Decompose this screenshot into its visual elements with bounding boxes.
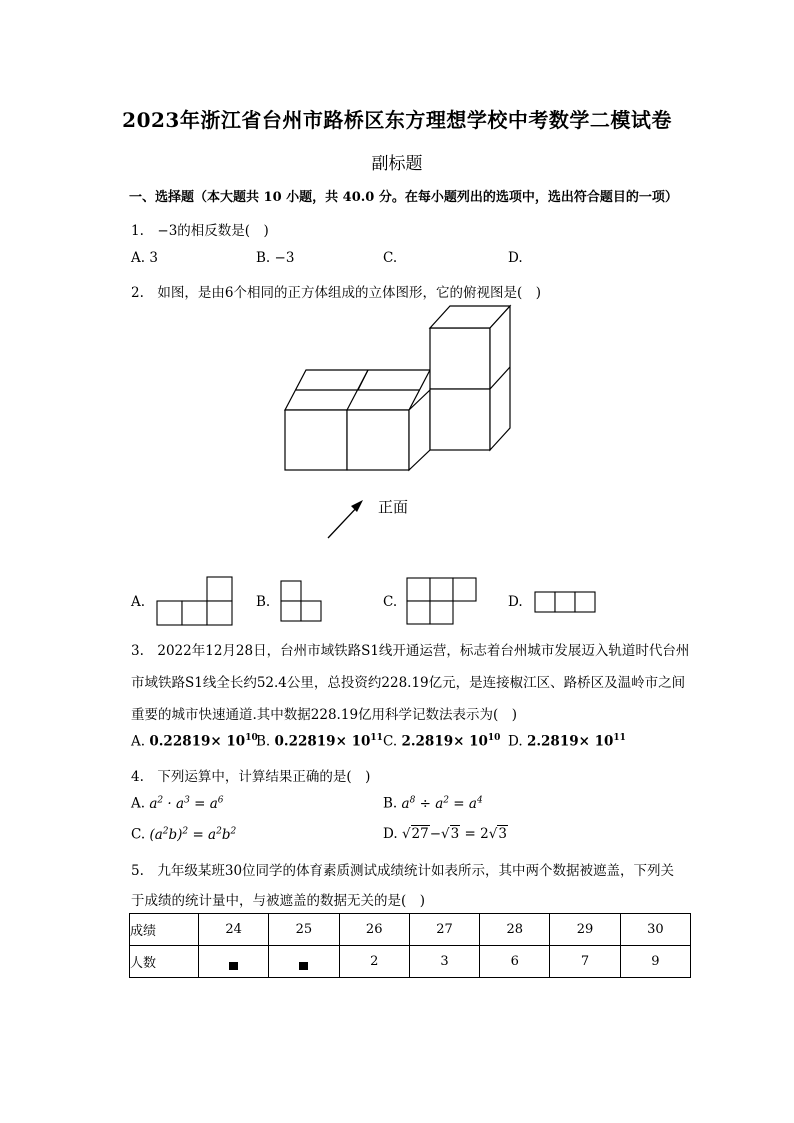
question-1-stem: 1. −3的相反数是( ) (131, 223, 269, 239)
table-cell: 7 (550, 946, 620, 978)
score-table (129, 913, 691, 978)
q3-option-b (256, 733, 383, 750)
section-heading: 一、选择题（本大题共 10 小题，共 40.0 分。在每小题列出的选项中，选出符合题目的一项） (129, 190, 678, 205)
exam-title: 2023年浙江省台州市路桥区东方理想学校中考数学二模试卷 (122, 108, 672, 132)
q2-option-c-label: C. (383, 594, 398, 610)
exam-subtitle: 副标题 (371, 154, 423, 174)
q4-option-a-expression: $a^2 \cdot a^3 = a^6$ (149, 795, 224, 812)
arrow-head-icon (351, 500, 363, 512)
table-cell: 2 (339, 946, 409, 978)
q2-option-d-figure (533, 590, 597, 614)
table-cell: 9 (620, 946, 690, 978)
table-cell: 25 (269, 914, 339, 946)
table-row-counts (130, 946, 691, 978)
q3-option-c-value: 2.2819× 10 (401, 733, 488, 750)
q4-option-d-expression: √27−√3 = 2√3 (401, 826, 507, 842)
question-3-line-1: 3. 2022年12月28日，台州市域铁路S1线开通运营，标志着台州城市发展迈入轨道时代台州 (131, 643, 690, 659)
q3-option-d (508, 733, 626, 750)
q3-option-a-exponent: 10 (245, 733, 258, 743)
q4-option-c-expression: $(a^2b)^2 = a^2b^2$ (149, 826, 237, 843)
q3-option-c-exponent: 10 (487, 733, 501, 743)
q1-option-c: C. (383, 250, 398, 266)
q4-option-a-label: A. (131, 795, 146, 812)
table-cell: 6 (480, 946, 550, 978)
table-cell: 24 (199, 914, 269, 946)
q3-option-c (383, 733, 500, 750)
q3-option-a-value: 0.22819× 10 (149, 733, 246, 750)
table-cell: 3 (409, 946, 479, 978)
table-cell: 26 (339, 914, 409, 946)
table-cell: 30 (620, 914, 690, 946)
table-cell-masked (269, 946, 339, 978)
table-header-score: 成绩 (130, 914, 199, 946)
q3-option-b-label: B. (256, 733, 271, 750)
masked-value-icon (229, 962, 238, 970)
q2-option-a-figure (155, 576, 235, 626)
q4-option-a (131, 795, 224, 812)
question-3-line-3: 重要的城市快速通道.其中数据228.19亿用科学记数法表示为( ) (131, 707, 518, 723)
q2-option-b-label: B. (256, 594, 271, 610)
q4-option-b (383, 795, 483, 812)
q3-option-b-exponent: 11 (370, 733, 383, 743)
q3-option-a-label: A. (131, 733, 146, 750)
q3-option-a (131, 733, 258, 750)
q4-option-d-label: D. (383, 826, 398, 842)
table-cell: 27 (409, 914, 479, 946)
q4-option-d (383, 826, 508, 842)
q4-option-c (131, 826, 236, 843)
front-view-label: 正面 (378, 498, 409, 516)
q4-option-b-expression: $a^8 \div a^2 = a^4$ (401, 795, 483, 812)
table-header-count: 人数 (130, 946, 199, 978)
question-5-line-2: 于成绩的统计量中，与被遮盖的数据无关的是( ) (131, 893, 426, 909)
table-cell: 29 (550, 914, 620, 946)
q2-option-d-label: D. (508, 594, 523, 610)
q1-option-a: A. 3 (131, 250, 158, 266)
question-5-line-1: 5. 九年级某班30位同学的体育素质测试成绩统计如表所示，其中两个数据被遮盖，下列关 (131, 863, 675, 879)
q2-option-a-label: A. (131, 594, 146, 610)
table-row-scores (130, 914, 691, 946)
question-3-line-2: 市域铁路S1线全长约52.4公里，总投资约228.19亿元，是连接椒江区、路桥区及温岭市之间 (131, 675, 686, 691)
q3-option-d-value: 2.2819× 10 (526, 733, 614, 750)
q2-option-c-figure (406, 577, 480, 627)
question-2-stem: 2. 如图，是由6个相同的正方体组成的立体图形，它的俯视图是( ) (131, 285, 542, 301)
masked-value-icon (299, 962, 308, 970)
q2-option-b-figure (279, 579, 325, 625)
q4-option-c-label: C. (131, 826, 146, 843)
table-cell: 28 (480, 914, 550, 946)
q3-option-d-label: D. (508, 733, 523, 750)
question-4-stem: 4. 下列运算中，计算结果正确的是( ) (131, 769, 371, 785)
q1-option-b: B. −3 (256, 250, 295, 266)
q4-option-b-label: B. (383, 795, 398, 812)
q1-option-d: D. (508, 250, 523, 266)
q3-option-c-label: C. (383, 733, 398, 750)
q3-option-b-value: 0.22819× 10 (274, 733, 371, 750)
table-cell-masked (199, 946, 269, 978)
q3-option-d-exponent: 11 (613, 733, 626, 743)
